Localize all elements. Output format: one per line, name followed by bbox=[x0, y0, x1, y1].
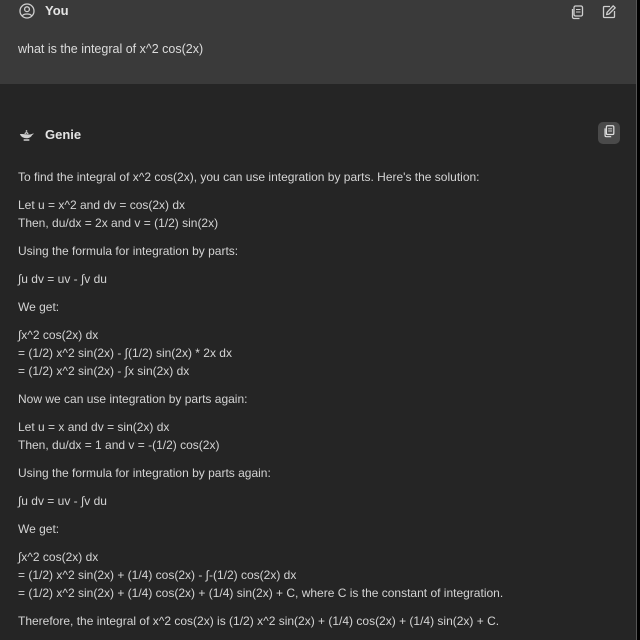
answer-line: Therefore, the integral of x^2 cos(2x) is (1/2) x^2 sin(2x) + (1/4) cos(2x) + (1/4) sin(2x) + C. bbox=[18, 614, 500, 628]
answer-line: Now we can use integration by parts again: bbox=[18, 392, 248, 406]
answer-paragraph bbox=[18, 390, 618, 408]
answer-paragraph bbox=[18, 270, 618, 288]
user-name: You bbox=[45, 3, 69, 18]
answer-line: = (1/2) x^2 sin(2x) - ∫x sin(2x) dx bbox=[18, 364, 190, 378]
assistant-message-text bbox=[18, 168, 618, 640]
answer-paragraph bbox=[18, 196, 618, 232]
answer-line: Then, du/dx = 2x and v = (1/2) sin(2x) bbox=[18, 216, 219, 230]
answer-line: We get: bbox=[18, 522, 60, 536]
answer-line: ∫x^2 cos(2x) dx bbox=[18, 550, 99, 564]
answer-paragraph bbox=[18, 168, 618, 186]
user-header bbox=[18, 2, 69, 19]
answer-paragraph bbox=[18, 520, 618, 538]
answer-line: ∫u dv = uv - ∫v du bbox=[18, 494, 107, 508]
user-message-actions bbox=[568, 3, 618, 21]
answer-line: Let u = x^2 and dv = cos(2x) dx bbox=[18, 198, 186, 212]
answer-paragraph bbox=[18, 492, 618, 510]
user-message-text: what is the integral of x^2 cos(2x) bbox=[18, 42, 204, 56]
answer-paragraph bbox=[18, 548, 618, 602]
answer-line: Using the formula for integration by parts: bbox=[18, 244, 239, 258]
answer-line: We get: bbox=[18, 300, 60, 314]
answer-line: Using the formula for integration by parts again: bbox=[18, 466, 271, 480]
answer-line: To find the integral of x^2 cos(2x), you can use integration by parts. Here's the solution: bbox=[18, 170, 480, 184]
copy-button[interactable] bbox=[598, 122, 620, 144]
genie-lamp-icon bbox=[18, 126, 35, 143]
copy-icon bbox=[602, 124, 616, 143]
answer-line: ∫x^2 cos(2x) dx bbox=[18, 328, 99, 342]
answer-line: = (1/2) x^2 sin(2x) - ∫(1/2) sin(2x) * 2x dx bbox=[18, 346, 232, 360]
copy-icon[interactable] bbox=[568, 3, 586, 21]
edit-icon[interactable] bbox=[600, 3, 618, 21]
answer-paragraph bbox=[18, 242, 618, 260]
answer-paragraph bbox=[18, 326, 618, 380]
answer-line: ∫u dv = uv - ∫v du bbox=[18, 272, 107, 286]
assistant-name: Genie bbox=[45, 127, 82, 142]
answer-line: Let u = x and dv = sin(2x) dx bbox=[18, 420, 170, 434]
answer-paragraph bbox=[18, 418, 618, 454]
answer-line: = (1/2) x^2 sin(2x) + (1/4) cos(2x) + (1/4) sin(2x) + C, where C is the constant of integration. bbox=[18, 586, 504, 600]
answer-line: Then, du/dx = 1 and v = -(1/2) cos(2x) bbox=[18, 438, 220, 452]
answer-paragraph bbox=[18, 612, 618, 630]
answer-paragraph bbox=[18, 464, 618, 482]
user-circle-icon bbox=[18, 2, 35, 19]
answer-line: = (1/2) x^2 sin(2x) + (1/4) cos(2x) - ∫-(1/2) cos(2x) dx bbox=[18, 568, 297, 582]
answer-paragraph bbox=[18, 298, 618, 316]
assistant-header bbox=[18, 126, 81, 143]
assistant-message-block bbox=[0, 84, 637, 640]
user-message-block bbox=[0, 0, 637, 84]
